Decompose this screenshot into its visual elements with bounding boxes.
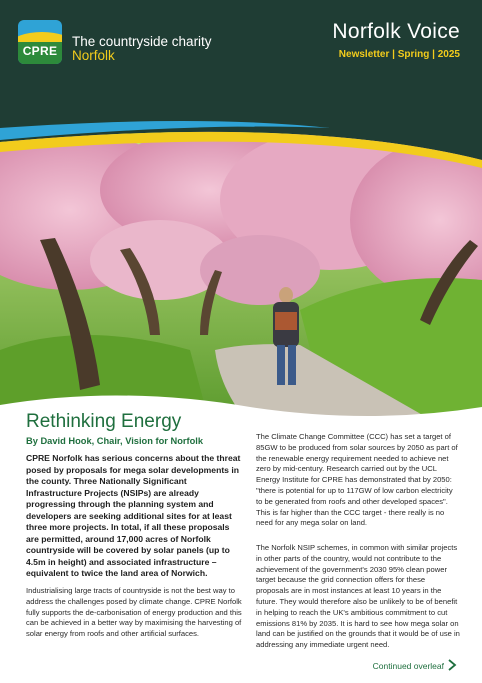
newsletter-issue: Newsletter | Spring | 2025 [338, 49, 460, 60]
article-title: Rethinking Energy [26, 411, 182, 432]
article-paragraph-left-2: Industrialising large tracts of countryside is not the best way to address the challenges posed by climate change. CPRE Norfolk fully supports the de-carbonisation of energy production and this can be achieved in a better way by maximising the harvesting of solar energy from roofs and other artificial surfaces. [26, 586, 242, 639]
article [0, 405, 482, 683]
org-branch: Norfolk [72, 48, 115, 63]
org-tagline: The countryside charity [72, 34, 212, 49]
article-lead: CPRE Norfolk has serious concerns about the threat posed by proposals for mega solar developments in the county. Three Nationally Significant Infrastructure Projects (NSIPs) are already progressing through the planning system and developers are seeking additional sites for at least three more projects. In total, if all these proposals are permitted, around 17,000 acres of Norfolk countryside will be covered by solar panels (up to 4.5m in height) and associated infrastructure – equivalent to twice the land area of Norwich. [26, 453, 241, 578]
article-paragraph-right-1: The Climate Change Committee (CCC) has set a target of 85GW to be produced from solar sources by 2050 as part of the renewable energy requirement needed to achieve net zero by mid-century. Research carried out by the UCL Energy Institute for CPRE has demonstrated that by 2050: "there is potential for up to 117GW of low carbon electricity to be generated from roofs and other developed spaces". This is far higher than the CCC target - there really is no need for any mega solar on land. [256, 432, 458, 528]
logo-text: CPRE [22, 44, 58, 58]
article-paragraph-right-2: The Norfolk NSIP schemes, in common with similar projects in other parts of the country, would not contribute to the achievement of the government's 2030 95% clean power target because the grid connection offers for these proposals are in most instances at least 10 years in the future. They would therefore also be unlikely to be of benefit in helping to reach the UK's ambitious commitment to cut emissions 81% by 2035. It is hard to see how mega solar on land can be justified on the grounds that it would be of use in addressing any immediate urgent need. [256, 543, 460, 650]
article-byline: By David Hook, Chair, Vision for Norfolk [26, 436, 204, 446]
continued-overleaf-link[interactable]: Continued overleaf [372, 661, 444, 671]
newsletter-title: Norfolk Voice [332, 20, 460, 43]
cpre-logo [18, 20, 62, 64]
chevron-right-icon[interactable] [446, 658, 458, 672]
header-wave [0, 120, 482, 190]
cover-photo [0, 120, 482, 425]
